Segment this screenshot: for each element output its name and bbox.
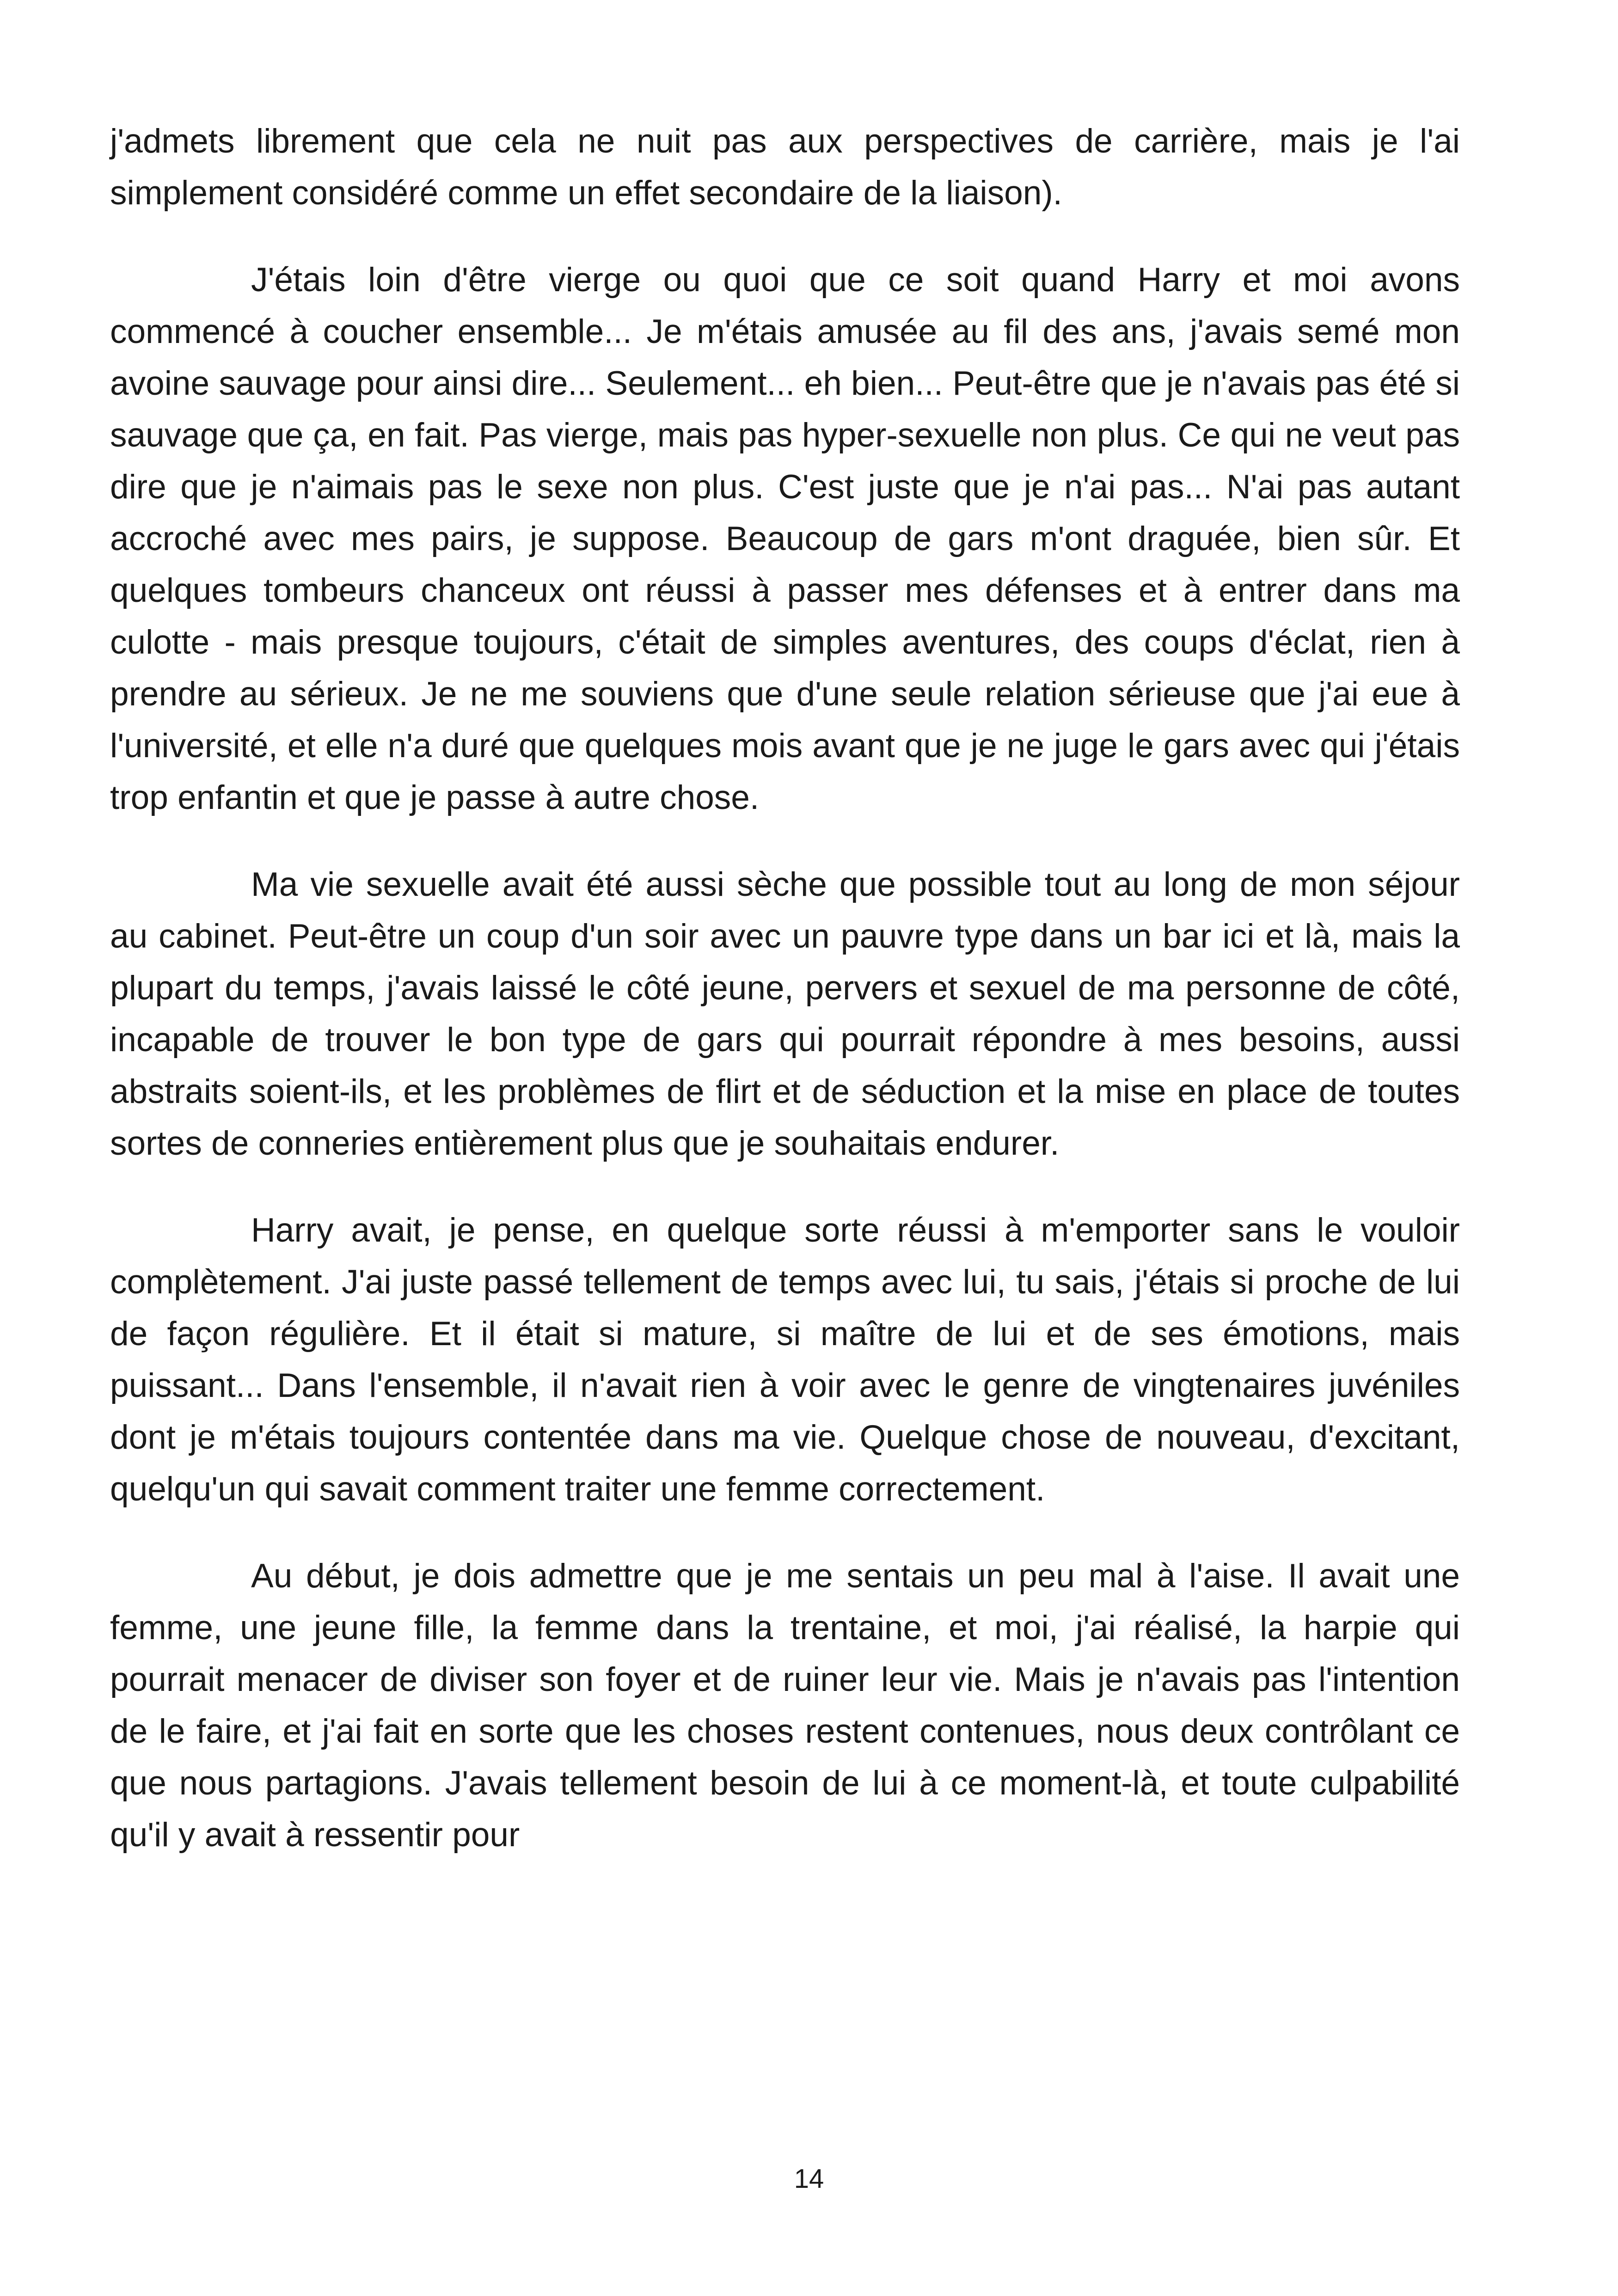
- body-text: [110, 116, 1460, 1896]
- paragraph: Ma vie sexuelle avait été aussi sèche que possible tout au long de mon séjour au cabinet. Peut-être un coup d'un soir avec un pauvre type dans un bar ici et là, mais la plupart du temps, j'avais laissé le côté jeune, pervers et sexuel de ma personne de côté, incapable de trouver le bon type de gars qui pourrait répondre à mes besoins, aussi abstraits soient-ils, et les problèmes de flirt et de séduction et la mise en place de toutes sortes de conneries entièrement plus que je souhaitais endurer.: [110, 866, 1460, 1162]
- paragraph: Au début, je dois admettre que je me sentais un peu mal à l'aise. Il avait une femme, une jeune fille, la femme dans la trentaine, et moi, j'ai réalisé, la harpie qui pourrait menacer de diviser son foyer et de ruiner leur vie. Mais je n'avais pas l'intention de le faire, et j'ai fait en sorte que les choses restent contenues, nous deux contrôlant ce que nous partagions. J'avais tellement besoin de lui à ce moment-là, et toute culpabilité qu'il y avait à ressentir pour: [110, 1557, 1460, 1854]
- paragraph-continuation: j'admets librement que cela ne nuit pas aux perspectives de carrière, mais je l'ai simplement considéré comme un effet secondaire de la liaison).: [110, 122, 1460, 212]
- paragraph: J'étais loin d'être vierge ou quoi que ce soit quand Harry et moi avons commencé à coucher ensemble... Je m'étais amusée au fil des ans, j'avais semé mon avoine sauvage pour ainsi dire... Seulement... eh bien... Peut-être que je n'avais pas été si sauvage que ça, en fait. Pas vierge, mais pas hyper-sexuelle non plus. Ce qui ne veut pas dire que je n'aimais pas le sexe non plus. C'est juste que je n'ai pas... N'ai pas autant accroché avec mes pairs, je suppose. Beaucoup de gars m'ont draguée, bien sûr. Et quelques tombeurs chanceux ont réussi à passer mes défenses et à entrer dans ma culotte - mais presque toujours, c'était de simples aventures, des coups d'éclat, rien à prendre au sérieux. Je ne me souviens que d'une seule relation sérieuse que j'ai eue à l'université, et elle n'a duré que quelques mois avant que je ne juge le gars avec qui j'étais trop enfantin et que je passe à autre chose.: [110, 261, 1460, 816]
- page-number: 14: [794, 2164, 824, 2194]
- paragraph: Harry avait, je pense, en quelque sorte réussi à m'emporter sans le vouloir complètement. J'ai juste passé tellement de temps avec lui, tu sais, j'étais si proche de lui de façon régulière. Et il était si mature, si maître de lui et de ses émotions, mais puissant... Dans l'ensemble, il n'avait rien à voir avec le genre de vingtenaires juvéniles dont je m'étais toujours contentée dans ma vie. Quelque chose de nouveau, d'excitant, quelqu'un qui savait comment traiter une femme correctement.: [110, 1212, 1460, 1508]
